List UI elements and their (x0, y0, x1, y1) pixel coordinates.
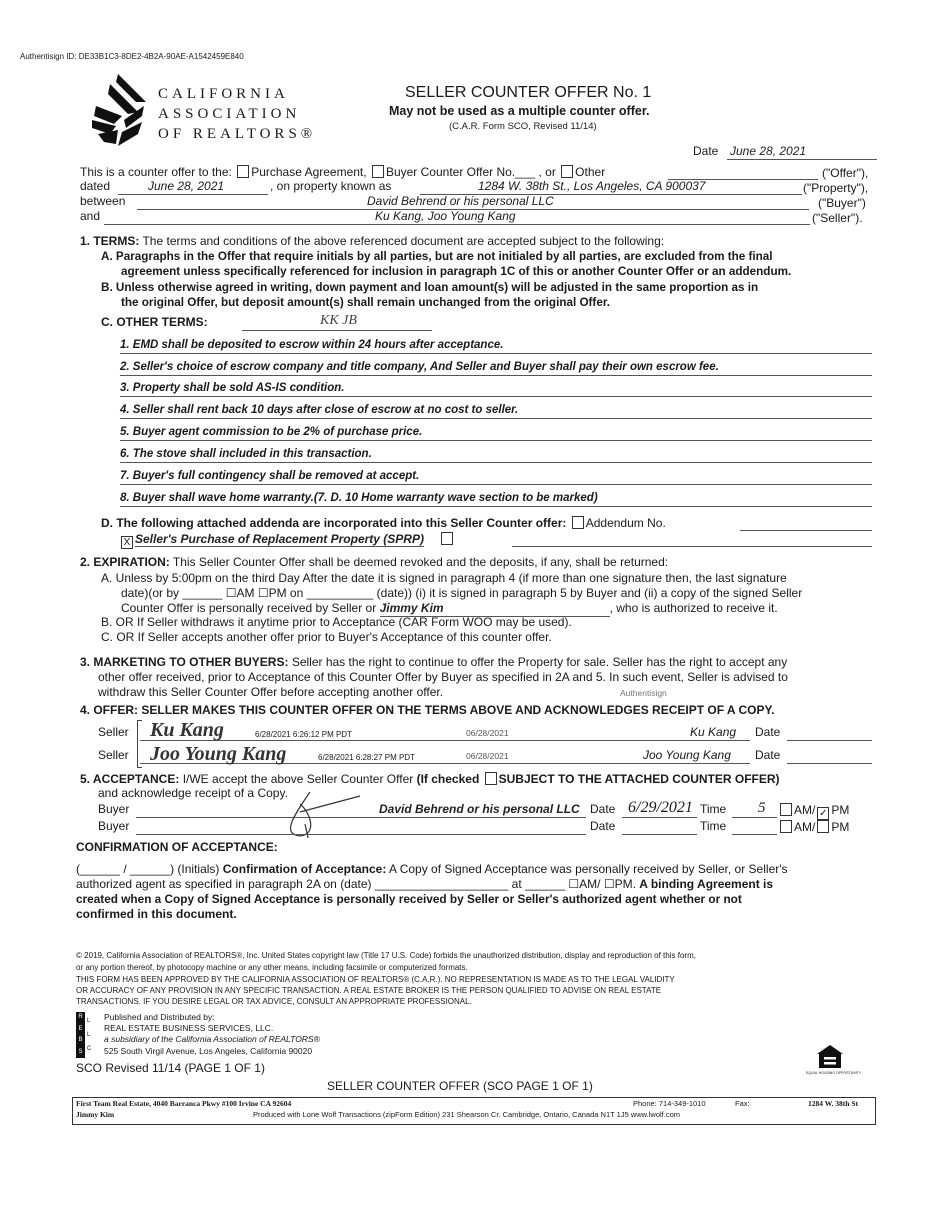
terms-initials: KK JB (320, 313, 357, 328)
authentisign-id: Authentisign ID: DE33B1C3-8DE2-4B2A-90AE-A1542459E840 (20, 52, 244, 61)
section-4-line: 4. OFFER: SELLER MAKES THIS COUNTER OFFER ON THE TERMS ABOVE AND ACKNOWLEDGES RECEIPT OF A COPY. (80, 703, 775, 717)
buyer-1-name: David Behrend or his personal LLC (379, 802, 580, 816)
other-terms-label: C. OTHER TERMS: (101, 315, 208, 329)
equal-housing-icon (815, 1044, 845, 1070)
buyer-2-label: Buyer (98, 819, 130, 833)
seller-2-signature[interactable]: Joo Young Kang (150, 743, 287, 765)
seller-2-sign-date: 06/28/2021 (466, 751, 509, 761)
form-reference: (C.A.R. Form SCO, Revised 11/14) (449, 121, 597, 132)
authentisign-label: Authentisign (620, 688, 667, 698)
published-by: Published and Distributed by: (104, 1012, 215, 1022)
car-logo-icon (88, 72, 154, 152)
seller-2-date-label: Date (755, 748, 781, 762)
sprp-line: X Seller's Purchase of Replacement Property (SPRP) (119, 532, 455, 549)
buyer-1-ampm: AM/ ✓ PM (778, 803, 849, 820)
other-checkbox[interactable] (561, 165, 573, 178)
rebs-logo-icon: R E B S L L C (76, 1012, 96, 1058)
property-label: , on property known as (270, 179, 392, 193)
buyer-1-date-label: Date (590, 802, 616, 816)
buyer-tag: ("Buyer") (818, 196, 866, 210)
seller-1-label: Seller (98, 725, 129, 739)
section-3-line-2: other offer received, prior to Acceptance of this Counter Offer by Buyer as specified in 2A and 5. In such event, Seller is advised to (98, 670, 788, 684)
other-term-5[interactable]: 5. Buyer agent commission to be 2% of purchase price. (120, 426, 872, 441)
publisher-name: REAL ESTATE BUSINESS SERVICES, LLC. (104, 1023, 274, 1033)
section-2a-line-2: date)(or by ______ ☐AM ☐PM on __________ (date)) (i) it is signed in paragraph 5 by Buyer and (ii) a copy of the signed Seller (121, 586, 803, 600)
section-2-intro: 2. EXPIRATION: This Seller Counter Offer shall be deemed revoked and the deposits, if any, shall be returned: (80, 555, 669, 569)
seller-1-sign-date: 06/28/2021 (466, 728, 509, 738)
buyer-1-pm-checkbox[interactable]: ✓ (819, 808, 828, 819)
other-term-1[interactable]: 1. EMD shall be deposited to escrow within 24 hours after acceptance. (120, 339, 872, 354)
date-value[interactable]: June 28, 2021 (730, 144, 807, 158)
section-1-intro: 1. TERMS: The terms and conditions of the above referenced document are accepted subject to the following: (80, 234, 665, 248)
confirmation-heading: CONFIRMATION OF ACCEPTANCE: (76, 840, 278, 854)
approval-line-3: TRANSACTIONS. IF YOU DESIRE LEGAL OR TAX ADVICE, CONSULT AN APPROPRIATE PROFESSIONAL. (76, 997, 472, 1006)
section-3-line-3: withdraw this Seller Counter Offer before accepting another offer. (98, 685, 444, 699)
copyright-line-1: © 2019, California Association of REALTORS®, Inc. United States copyright law (Title 17 U.S. Code) forbids the unauthorized distribution, display and reproduction of this form, (76, 951, 696, 960)
buyer-2-date-label: Date (590, 819, 616, 833)
section-3-line-1: 3. MARKETING TO OTHER BUYERS: Seller has the right to continue to offer the Property for sale. Seller has the right to accept any (80, 655, 788, 669)
equal-housing-label: EQUAL HOUSING OPPORTUNITY (806, 1071, 862, 1075)
buyer-1-label: Buyer (98, 802, 130, 816)
confirmation-line-2: authorized agent as specified in paragraph 2A on (date) ____________________ at ______ ☐AM/ ☐PM. A binding Agreement is (76, 877, 774, 891)
section-1a-line-1: A. Paragraphs in the Offer that require initials by all parties, but are not initialed by all parties, are excluded from the final (101, 250, 773, 263)
dated-value[interactable]: June 28, 2021 (148, 179, 225, 193)
dated-label: dated (80, 179, 111, 193)
section-1b-line-1: B. Unless otherwise agreed in writing, down payment and loan amount(s) will be adjusted in the same proportion as in (101, 281, 759, 294)
authorized-agent[interactable]: Jimmy Kim (380, 602, 610, 617)
other-term-4[interactable]: 4. Seller shall rent back 10 days after close of escrow at no cost to seller. (120, 404, 872, 419)
property-tag: ("Property"), (803, 181, 869, 195)
buyer-2-time-label: Time (700, 819, 727, 833)
seller-2-name: Joo Young Kang (643, 748, 731, 762)
logo-line-3: OF REALTORS® (158, 126, 317, 142)
logo-line-1: CALIFORNIA (158, 86, 289, 102)
approval-line-1: THIS FORM HAS BEEN APPROVED BY THE CALIFORNIA ASSOCIATION OF REALTORS® (C.A.R.). NO REPRESENTATION IS MADE AS TO THE LEGAL VALIDITY (76, 975, 675, 984)
footer-box (72, 1097, 876, 1125)
revision-label: SCO Revised 11/14 (PAGE 1 OF 1) (76, 1061, 265, 1075)
section-1d: D. The following attached addenda are incorporated into this Seller Counter offer: Addendum No. (101, 516, 666, 530)
section-2c: C. OR If Seller accepts another offer prior to Buyer's Acceptance of this counter offer. (101, 630, 552, 644)
approval-line-2: OR ACCURACY OF ANY PROVISION IN ANY SPECIFIC TRANSACTION. A REAL ESTATE BROKER IS THE PERSON QUALIFIED TO ADVISE ON REAL ESTATE (76, 986, 662, 995)
offer-tag: ("Offer"), (822, 166, 869, 180)
footer-property: 1284 W. 38th St (808, 1099, 859, 1108)
buyer-1-am-checkbox[interactable] (780, 803, 792, 816)
section-1b-line-2: the original Offer, but deposit amount(s) shall remain unchanged from the original Offer. (121, 296, 610, 309)
other-term-6[interactable]: 6. The stove shall included in this transaction. (120, 448, 872, 463)
confirmation-line-3: created when a Copy of Signed Acceptance is personally received by Seller or Seller's authorized agent whether or not (76, 892, 742, 906)
property-value[interactable]: 1284 W. 38th St., Los Angeles, CA 900037 (478, 179, 706, 193)
buyer-2-pm-checkbox[interactable] (817, 820, 829, 833)
seller-1-signature[interactable]: Ku Kang (150, 719, 224, 741)
sprp-checkbox[interactable]: X (121, 536, 133, 549)
section-2b: B. OR If Seller withdraws it anytime prior to Acceptance (CAR Form WOO may be used). (101, 615, 572, 629)
signature-bracket (137, 720, 142, 768)
form-subtitle: May not be used as a multiple counter offer. (389, 104, 650, 118)
footer-agent: Jimmy Kim (76, 1110, 115, 1119)
publisher-address: 525 South Virgil Avenue, Los Angeles, California 90020 (104, 1046, 313, 1056)
other-term-8[interactable]: 8. Buyer shall wave home warranty.(7. D. 10 Home warranty wave section to be marked) (120, 492, 872, 507)
logo-line-2: ASSOCIATION (158, 106, 301, 122)
other-term-3[interactable]: 3. Property shall be sold AS-IS condition. (120, 382, 872, 397)
addendum-checkbox[interactable] (572, 516, 584, 529)
seller-2-label: Seller (98, 748, 129, 762)
buyer-counter-checkbox[interactable] (372, 165, 384, 178)
other-term-2[interactable]: 2. Seller's choice of escrow company and title company, And Seller and Buyer shall pay their own escrow fee. (120, 361, 872, 376)
section-2a-line-3: Counter Offer is personally received by Seller or Jimmy Kim , who is authorized to receive it. (121, 601, 778, 615)
intro-line-1: This is a counter offer to the: Purchase Agreement, Buyer Counter Offer No.___ , or Other (80, 165, 606, 179)
section-5-line: 5. ACCEPTANCE: I/WE accept the above Seller Counter Offer (If checked SUBJECT TO THE ATTACHED COUNTER OFFER) (80, 772, 780, 786)
footer-fax: Fax: (735, 1099, 750, 1108)
purchase-agreement-checkbox[interactable] (237, 165, 249, 178)
form-title: SELLER COUNTER OFFER No. 1 (405, 84, 652, 101)
seller-1-name: Ku Kang (690, 725, 737, 739)
footer-produced-with: Produced with Lone Wolf Transactions (zipForm Edition) 231 Shearson Cr. Cambridge, Ontario, Canada N1T 1J5 www.lwolf.com (253, 1110, 681, 1119)
seller-2-timestamp: 6/28/2021 6:28:27 PM PDT (318, 753, 415, 762)
buyer-value[interactable]: David Behrend or his personal LLC (367, 194, 554, 208)
other-term-7[interactable]: 7. Buyer's full contingency shall be removed at accept. (120, 470, 872, 485)
confirmation-line-4: confirmed in this document. (76, 907, 237, 921)
seller-tag: ("Seller"). (812, 211, 863, 225)
date-label: Date (693, 144, 719, 158)
section-2a-line-1: A. Unless by 5:00pm on the third Day After the date it is signed in paragraph 4 (if more than one signature then, the last signature (101, 571, 787, 585)
footer-broker: First Team Real Estate, 4040 Barranca Pkwy #100 Irvine CA 92604 (76, 1099, 292, 1108)
publisher-subsidiary: a subsidiary of the California Association of REALTORS® (104, 1034, 320, 1044)
buyer-1-time-value[interactable]: 5 (758, 800, 766, 816)
buyer-1-date-value[interactable]: 6/29/2021 (628, 799, 693, 816)
buyer-1-time-label: Time (700, 802, 727, 816)
seller-value[interactable]: Ku Kang, Joo Young Kang (375, 209, 516, 223)
seller-1-date-label: Date (755, 725, 781, 739)
subject-to-counter-checkbox[interactable] (485, 772, 497, 785)
confirmation-line-1: (______ / ______) (Initials) Confirmation of Acceptance: A Copy of Signed Acceptance was personally received by Seller, or Seller's (76, 862, 788, 876)
section-5-line-2: and acknowledge receipt of a Copy. (98, 786, 288, 800)
seller-1-timestamp: 6/28/2021 6:26:12 PM PDT (255, 730, 352, 739)
and-label: and (80, 209, 101, 223)
section-1a-line-2: agreement unless specifically referenced for inclusion in paragraph 1C of this or another Counter Offer or an addendum. (121, 265, 792, 278)
buyer-2-ampm: AM/ PM (778, 820, 849, 835)
copyright-line-2: or any portion thereof, by photocopy machine or any other means, including facsimile or computerized formats. (76, 963, 468, 972)
buyer-2-am-checkbox[interactable] (780, 820, 792, 833)
footer-phone: Phone: 714-349-1010 (633, 1099, 706, 1108)
between-label: between (80, 194, 126, 208)
extra-addendum-checkbox[interactable] (441, 532, 453, 545)
page-footer-title: SELLER COUNTER OFFER (SCO PAGE 1 OF 1) (327, 1079, 593, 1093)
